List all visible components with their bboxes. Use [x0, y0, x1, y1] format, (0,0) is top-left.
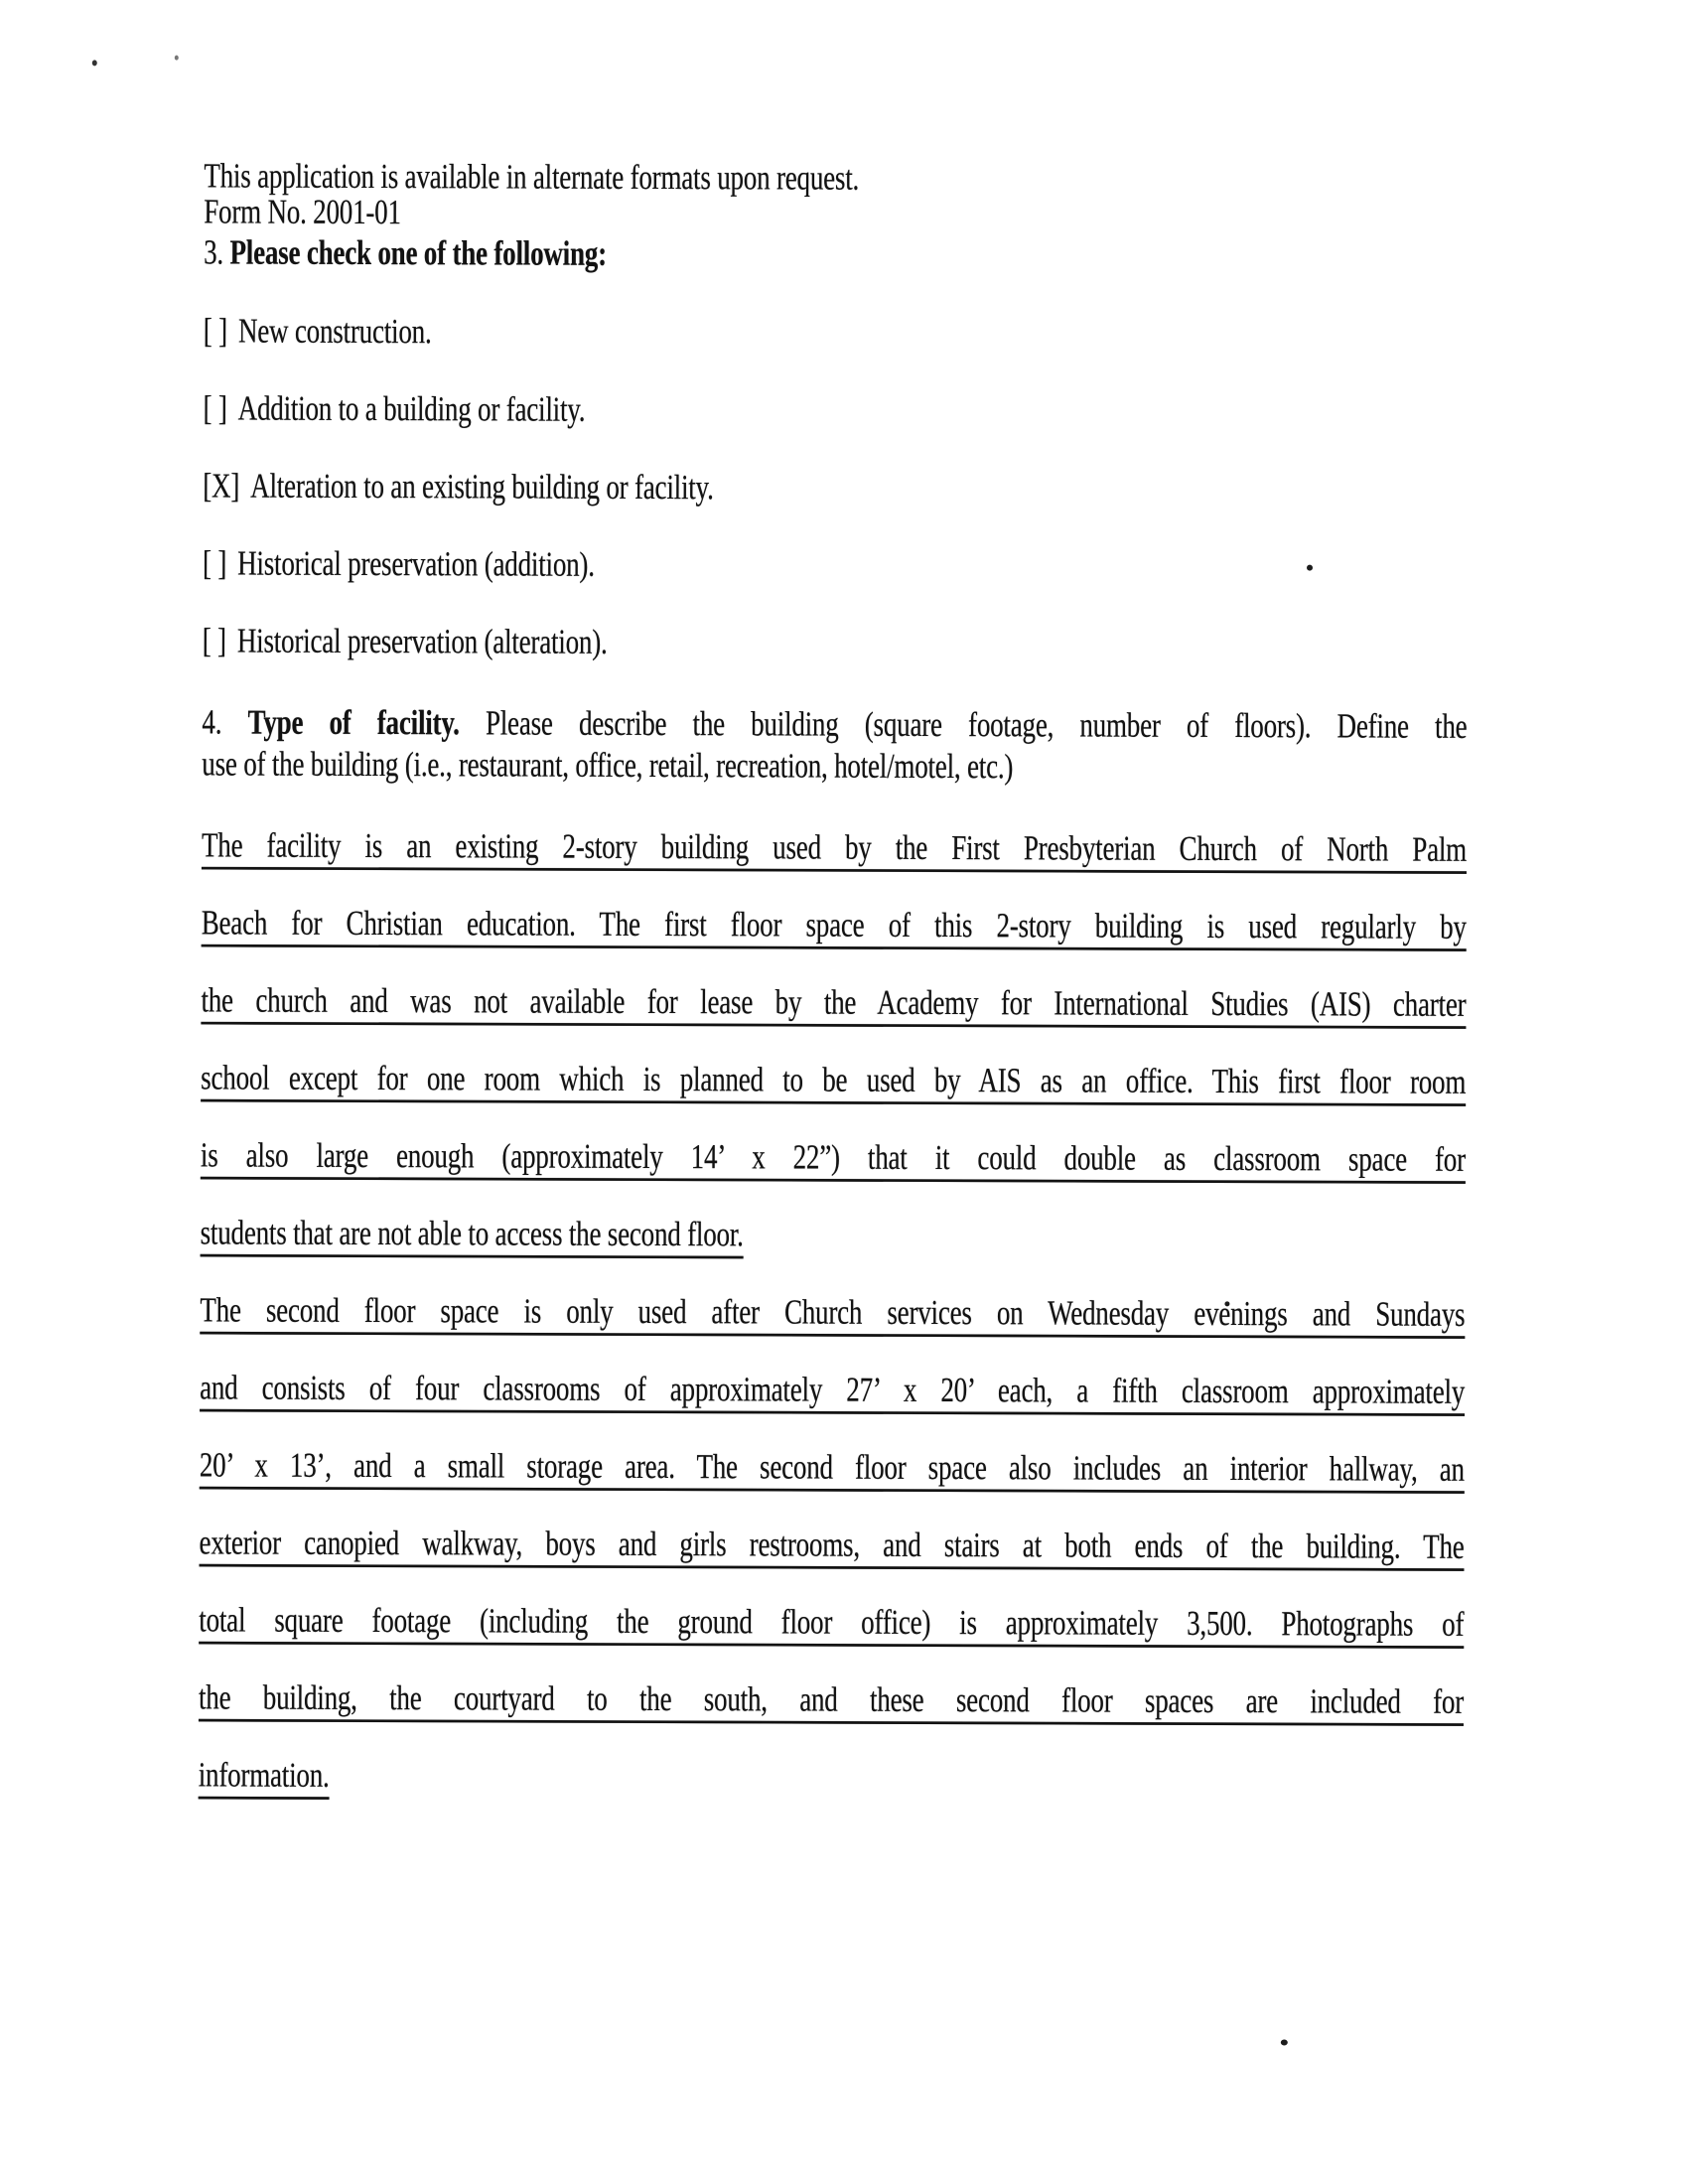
option-label: Addition to a building or facility. — [237, 388, 586, 429]
answer-line: students that are not able to access the second floor. — [200, 1213, 744, 1254]
option-label: New construction. — [237, 311, 432, 352]
answer-line: total square footage (including the ground floor office) is approximately 3,500. Photographs of — [199, 1600, 1465, 1644]
answer-line: and consists of four classrooms of approximately 27’ x 20’ each, a fifth classroom approximately — [200, 1368, 1466, 1411]
scan-speckle — [92, 60, 97, 66]
answer-line: The facility is an existing 2-story building used by the First Presbyterian Church of North Palm — [201, 825, 1468, 869]
answer-line: exterior canopied walkway, boys and girls restrooms, and stairs at both ends of the building. The — [199, 1523, 1465, 1566]
section-4-heading-line-2: use of the building (i.e., restaurant, office, retail, recreation, hotel/motel, etc.) — [202, 744, 1014, 787]
option-label: Historical preservation (addition). — [237, 543, 595, 584]
answer-line: The second floor space is only used after Church services on Wednesday evenings and Sundays — [200, 1290, 1466, 1334]
form-number: Form No. 2001-01 — [204, 192, 401, 231]
checkbox-checked-mark: [X] — [203, 466, 240, 506]
answer-line: is also large enough (approximately 14’ x 22”) that it could double as classroom space for — [200, 1135, 1467, 1179]
facility-description-paragraph-1 — [201, 806, 1468, 1275]
answer-line: 20’ x 13’, and a small storage area. The second floor space also includes an interior hallway, an — [199, 1445, 1465, 1489]
answer-line: school except for one room which is planned to be used by AIS as an office. This first floor room — [201, 1058, 1467, 1101]
section-3-heading — [204, 224, 1469, 283]
checkbox-unchecked-mark: [ ] — [203, 388, 227, 428]
section-3-title: Please check one of the following: — [229, 232, 607, 273]
section-4-number: 4. — [202, 702, 222, 742]
scan-speckle — [175, 56, 179, 61]
section-3-number: 3. — [204, 232, 224, 272]
answer-line: Beach for Christian education. The first floor space of this 2-story building is used regularly by — [201, 903, 1467, 946]
facility-description-paragraph-2 — [199, 1271, 1466, 1818]
scan-speckle — [1281, 2040, 1288, 2046]
option-addition-to-building — [203, 382, 1468, 438]
alternate-formats-notice: This application is available in alternate formats upon request. — [204, 156, 860, 198]
option-label: Alteration to an existing building or facility. — [250, 466, 714, 508]
checkbox-unchecked-mark: [ ] — [202, 543, 227, 583]
answer-line: the church and was not available for lease by the Academy for International Studies (AIS) charter — [201, 980, 1467, 1024]
option-new-construction — [204, 305, 1469, 361]
option-alteration-existing-building — [203, 460, 1468, 515]
section-4-title: Type of facility. — [247, 702, 460, 743]
section-4-prompt: Please describe the building (square footage, number of floors). Define the — [485, 703, 1468, 746]
checkbox-unchecked-mark: [ ] — [203, 311, 228, 351]
answer-line: information. — [198, 1755, 330, 1795]
checkbox-unchecked-mark: [ ] — [202, 621, 226, 660]
option-historical-preservation-addition — [203, 537, 1468, 593]
option-historical-preservation-alteration — [203, 615, 1468, 670]
option-label: Historical preservation (alteration). — [236, 621, 608, 661]
answer-line: the building, the courtyard to the south, and these second floor spaces are included for — [198, 1677, 1465, 1721]
